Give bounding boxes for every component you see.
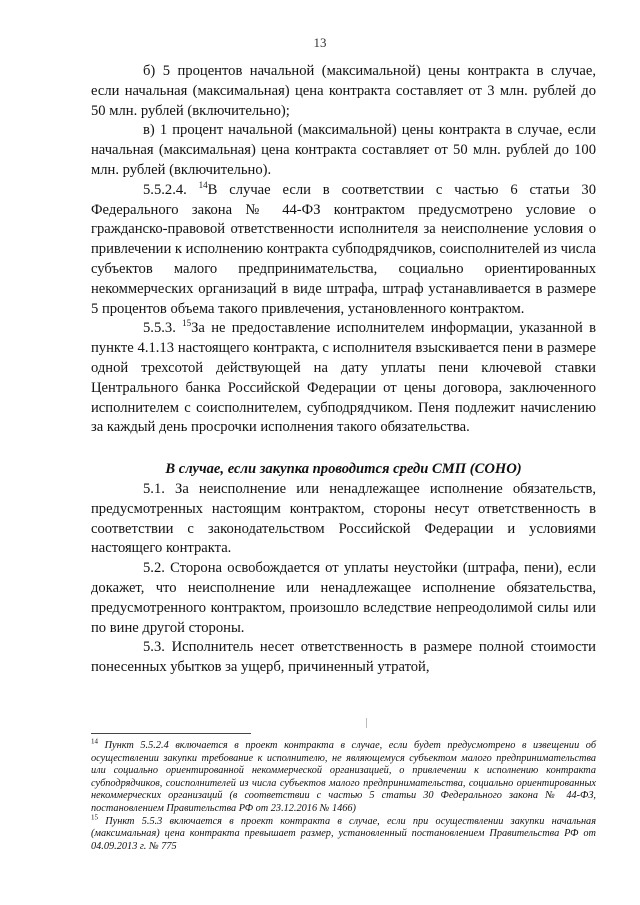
paragraph-text: За неисполнение или ненадлежащее исполнение обязательств, предусмотренных настоящим контрактом, стороны несут ответственность в соответствии с законодательством Российской Федерации и условиями настоящего контракта.: [91, 480, 596, 557]
paragraph-label: 5.2.: [143, 560, 165, 577]
paragraph-text: За не предоставление исполнителем информации, указанной в пункте 4.1.13 настоящего контракта, с исполнителя взыскивается пени в размере одной трехсотой действующей на дату уплаты пени ключевой ставки Центрального банка Российской Федерации от цены договора, заключенного исполнителем с соисполнителем, субподрядчиком. Пеня подлежит начислению за каждый день просрочки исполнения такого обязательства.: [91, 320, 596, 436]
footnote-separator: [91, 733, 251, 734]
section-heading: В случае, если закупка проводится среди СМП (СОНО): [165, 461, 522, 478]
paragraph-5-2: [91, 559, 596, 638]
footnote-text: Пункт 5.5.2.4 включается в проект контракта в случае, если будет предусмотрено в извещении об осуществлении закупки требование к исполнителю, не являющемуся субъектом малого предпринимательства или социально ориентированной некоммерческой организацией, о привлечении к исполнению контракта субподрядчиков, соисполнителей из числа субъектов малого предпринимательства, социально ориентированных некоммерческих организаций (в соответствии с частью 5 статьи 30 Федерального закона № 44-ФЗ, постановлением Правительства РФ от 23.12.2016 № 1466): [91, 740, 596, 814]
paragraph-label: 5.1.: [143, 480, 165, 497]
paragraph-text: 5 процентов начальной (максимальной) цены контракта в случае, если начальная (максимальная) цена контракта составляет от 3 млн. рублей до 50 млн. рублей (включительно);: [91, 63, 596, 119]
footnotes: [91, 737, 596, 853]
paragraph-v: [91, 121, 596, 180]
paragraph-5-1: [91, 480, 596, 559]
footnote-ref-15[interactable]: 15: [182, 318, 192, 329]
document-body: [91, 62, 596, 678]
footnote-15: [91, 813, 596, 854]
paragraph-5-3: [91, 638, 596, 678]
paragraph-text: В случае если в соответствии с частью 6 статьи 30 Федерального закона № 44-ФЗ контрактом предусмотрено условие о гражданско-правовой ответственности исполнителя за неисполнение условия о привлечении к исполнению контракта субподрядчиков, соисполнителей из числа субъектов малого предпринимательства, социально ориентированных некоммерческих организаций в виде штрафа, штраф устанавливается в размере 5 процентов объема такого привлечения, установленного контрактом.: [91, 181, 596, 317]
paragraph-label: в): [143, 122, 155, 139]
footnote-14: [91, 737, 596, 816]
paragraph-b: [91, 62, 596, 121]
paragraph-label: 5.5.3.: [143, 320, 176, 337]
footnote-ref-14[interactable]: 14: [198, 179, 208, 190]
page-number: 13: [313, 35, 327, 50]
footnote-number: 15: [91, 813, 98, 822]
paragraph-5-5-2-4: [91, 181, 596, 320]
paragraph-text: Сторона освобождается от уплаты неустойки (штрафа, пени), если докажет, что неисполнение или ненадлежащее исполнение обязательства, предусмотренного контрактом, произошло вследствие непреодолимой силы или по вине другой стороны.: [91, 560, 596, 636]
paragraph-text: 1 процент начальной (максимальной) цены контракта в случае, если начальная (максимальная) цена контракта составляет от 50 млн. рублей до 100 млн. рублей (включительно).: [91, 122, 596, 178]
paragraph-5-5-3: [91, 319, 596, 438]
footnote-text: Пункт 5.5.3 включается в проект контракта в случае, если при осуществлении закупки начальная (максимальная) цена контракта превышает размер, установленный постановлением Правительства РФ от 04.09.2013 г. № 775: [91, 815, 596, 852]
paragraph-label: 5.5.2.4.: [143, 181, 187, 198]
paragraph-label: 5.3.: [143, 639, 165, 656]
scan-mark: [366, 718, 367, 728]
footnote-number: 14: [91, 737, 98, 746]
paragraph-label: б): [143, 63, 156, 79]
paragraph-text: Исполнитель несет ответственность в размере полной стоимости понесенных убытков за ущерб, причиненный утратой,: [91, 639, 596, 676]
